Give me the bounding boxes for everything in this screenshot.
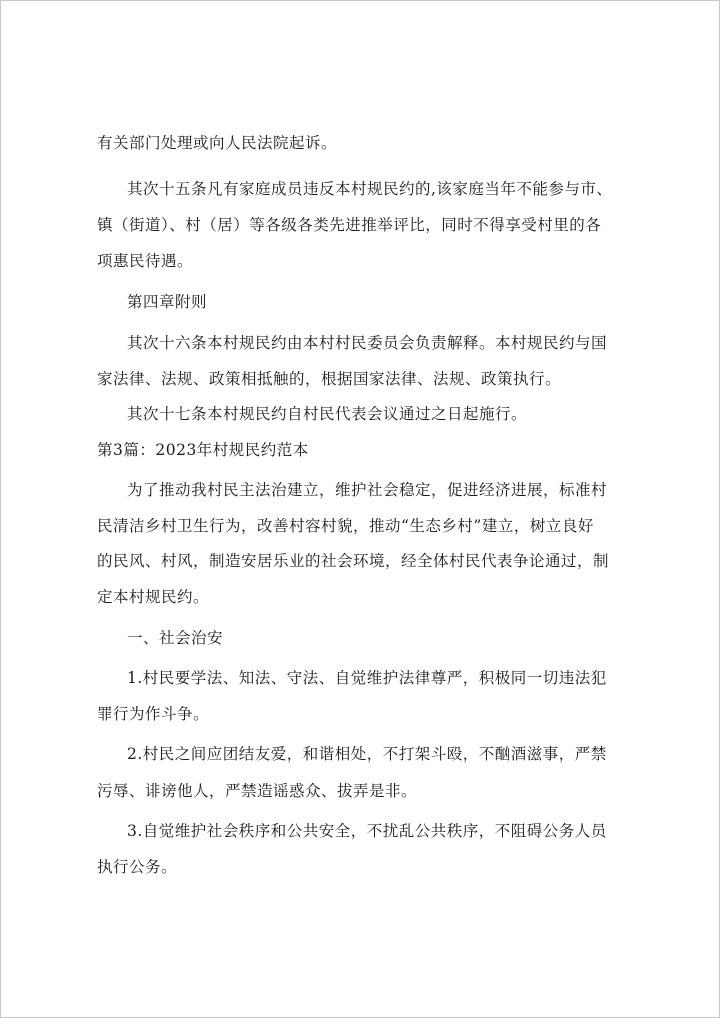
- text-line: 有关部门处理或向人民法院起诉。: [97, 134, 338, 152]
- text-line: 其次十七条本村规民约自村民代表会议通过之日起施行。: [127, 405, 528, 423]
- text-line: 为了推动我村民主法治建立，维护社会稳定，促进经济进展，标准村: [127, 481, 608, 499]
- list-item-line: 污辱、诽谤他人，严禁造谣惑众、拔弄是非。: [97, 782, 418, 800]
- text-line: 定本村规民约。: [97, 588, 210, 606]
- text-line: 民清洁乡村卫生行为，改善村容村貌，推动“生态乡村”建立，树立良好: [97, 517, 594, 535]
- list-item-line: 2.村民之间应团结友爱，和谐相处，不打架斗殴，不酗酒滋事，严禁: [127, 745, 607, 763]
- list-item-line: 3.自觉维护社会秩序和公共安全，不扰乱公共秩序，不阻碍公务人员: [127, 822, 607, 840]
- section-title: 第3篇：2023年村规民约范本: [97, 441, 309, 459]
- text-line: 家法律、法规、政策相抵触的，根据国家法律、法规、政策执行。: [97, 370, 562, 388]
- list-item-line: 罪行为作斗争。: [97, 705, 210, 723]
- text-line: 其次十五条凡有家庭成员违反本村规民约的,该家庭当年不能参与市、: [127, 180, 613, 198]
- list-item-line: 执行公务。: [97, 858, 178, 876]
- list-item-line: 1.村民要学法、知法、守法、自觉维护法律尊严，积极同一切违法犯: [127, 669, 607, 687]
- text-line: 其次十六条本村规民约由本村村民委员会负责解释。本村规民约与国: [127, 334, 608, 352]
- text-line: 镇（街道）、村（居）等各级各类先进推举评比，同时不得享受村里的各: [97, 216, 602, 234]
- text-line: 的民风、村风，制造安居乐业的社会环境，经全体村民代表争论通过，制: [97, 552, 610, 570]
- text-line: 项惠民待遇。: [97, 252, 194, 270]
- subsection-heading: 一、社会治安: [127, 629, 224, 647]
- chapter-heading: 第四章附则: [127, 293, 208, 311]
